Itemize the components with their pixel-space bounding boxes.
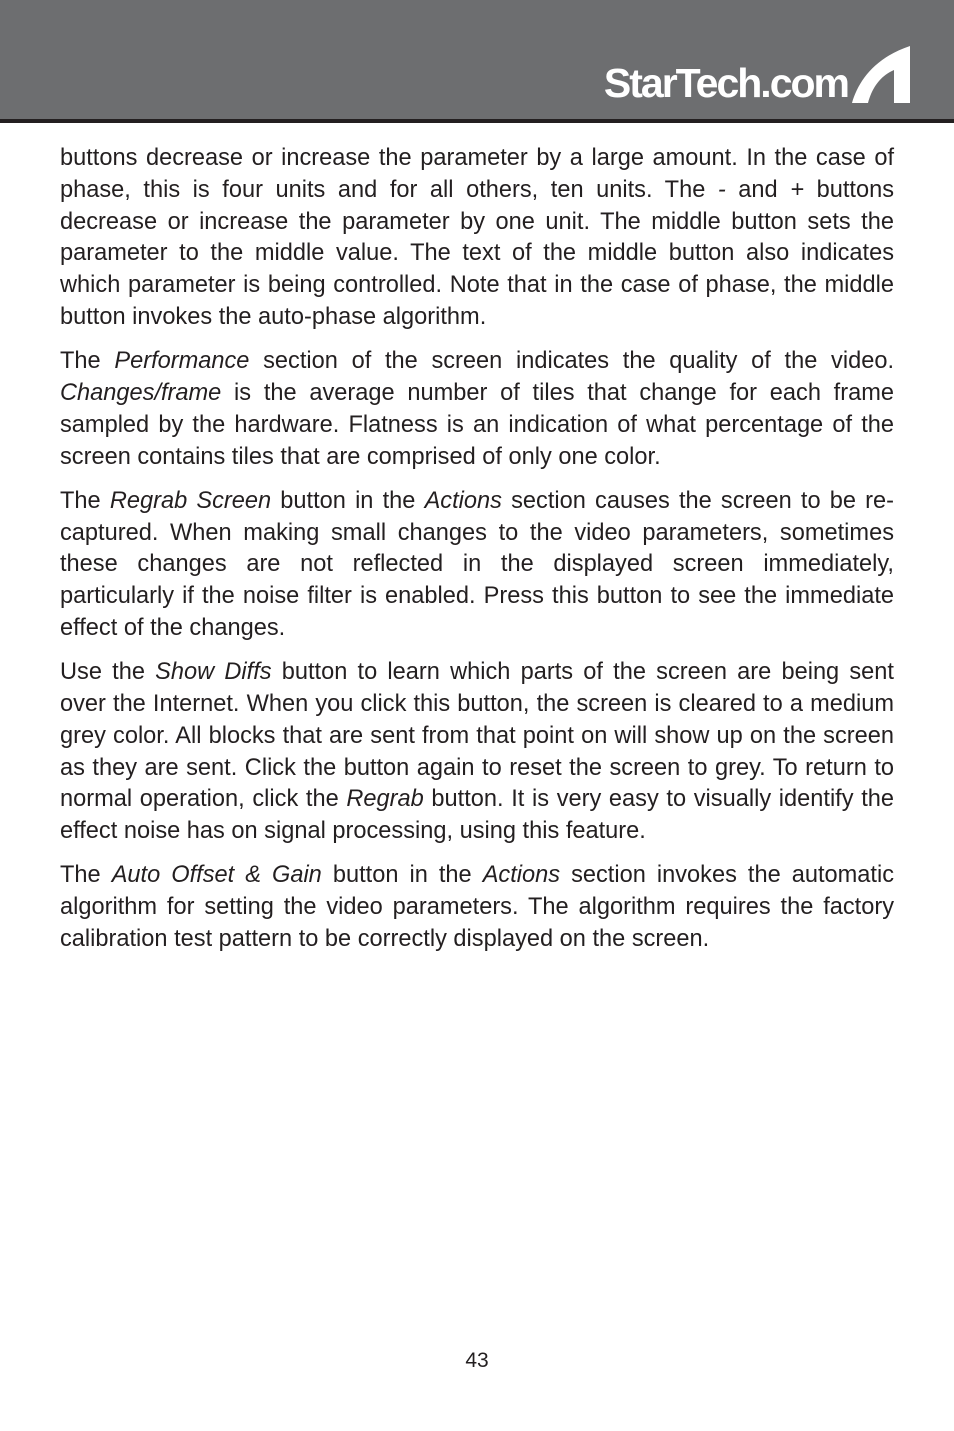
page-header [0, 0, 954, 119]
text-run: buttons decrease or increase the parameter by one unit. The middle button sets the parameter to the middle value. The text of the middle button also indicates which parameter is being controlled. Note that in the case of phase, the middle button invokes the auto-phase algorithm. [60, 176, 894, 330]
italic-term: Regrab Screen [109, 487, 272, 514]
text-run: and [725, 176, 791, 203]
italic-term: + [790, 176, 805, 203]
paragraph [60, 657, 894, 848]
italic-term: Actions [482, 862, 561, 889]
text-run: buttons decrease or increase the parameter by a large amount. In the case of phase, this is four units and for all others, ten units. The [60, 145, 894, 203]
text-run: button. It is very easy to visually identify the effect noise has on signal processing, using this feature. [60, 786, 894, 845]
text-run: is the average number of tiles that change for each frame sampled by the hardware. Flatness is an indication of what percentage of the screen contains tiles that are comprised of only one color. [60, 379, 894, 470]
body-text [60, 143, 894, 968]
text-run: The [60, 862, 112, 889]
page-number: 43 [465, 1349, 489, 1372]
paragraph [60, 143, 894, 334]
italic-term: Auto Offset & Gain [111, 862, 322, 889]
logo-swoosh-icon [850, 46, 910, 104]
text-run: The [60, 487, 110, 514]
italic-term: Actions [424, 487, 502, 514]
text-run: section invokes the automatic algorithm for setting the video parameters. The algorithm requires the factory calibration test pattern to be correctly displayed on the screen. [60, 862, 895, 952]
text-run: section causes the screen to be re-captured. When making small changes to the video parameters, sometimes these changes are not reflected in the displayed screen immediately, particularly if the noise filter is enabled. Press this button to see the immediate effect of the changes. [60, 487, 894, 641]
italic-term: - [717, 176, 726, 203]
text-run: The [60, 348, 115, 375]
header-rule [0, 119, 954, 123]
italic-term: Regrab [346, 786, 424, 813]
italic-term: Changes/frame [60, 379, 222, 406]
text-run: section of the screen indicates the quality of the video. [249, 348, 894, 375]
paragraph [60, 860, 894, 955]
italic-term: Show Diffs [155, 659, 272, 686]
logo-text: StarTech.com [603, 60, 848, 106]
startech-logo [604, 44, 910, 104]
paragraph [60, 486, 894, 645]
text-run: button in the [321, 862, 483, 889]
text-run: button in the [271, 487, 425, 514]
italic-term: Performance [114, 348, 250, 375]
paragraph [60, 346, 894, 473]
text-run: Use the [60, 659, 156, 686]
text-run: button to learn which parts of the screen are being sent over the Internet. When you click this button, the screen is cleared to a medium grey color. All blocks that are sent from that point on will show up on the screen as they are sent. Click the button again to reset the screen to grey. To return to normal operation, click the [60, 659, 894, 813]
